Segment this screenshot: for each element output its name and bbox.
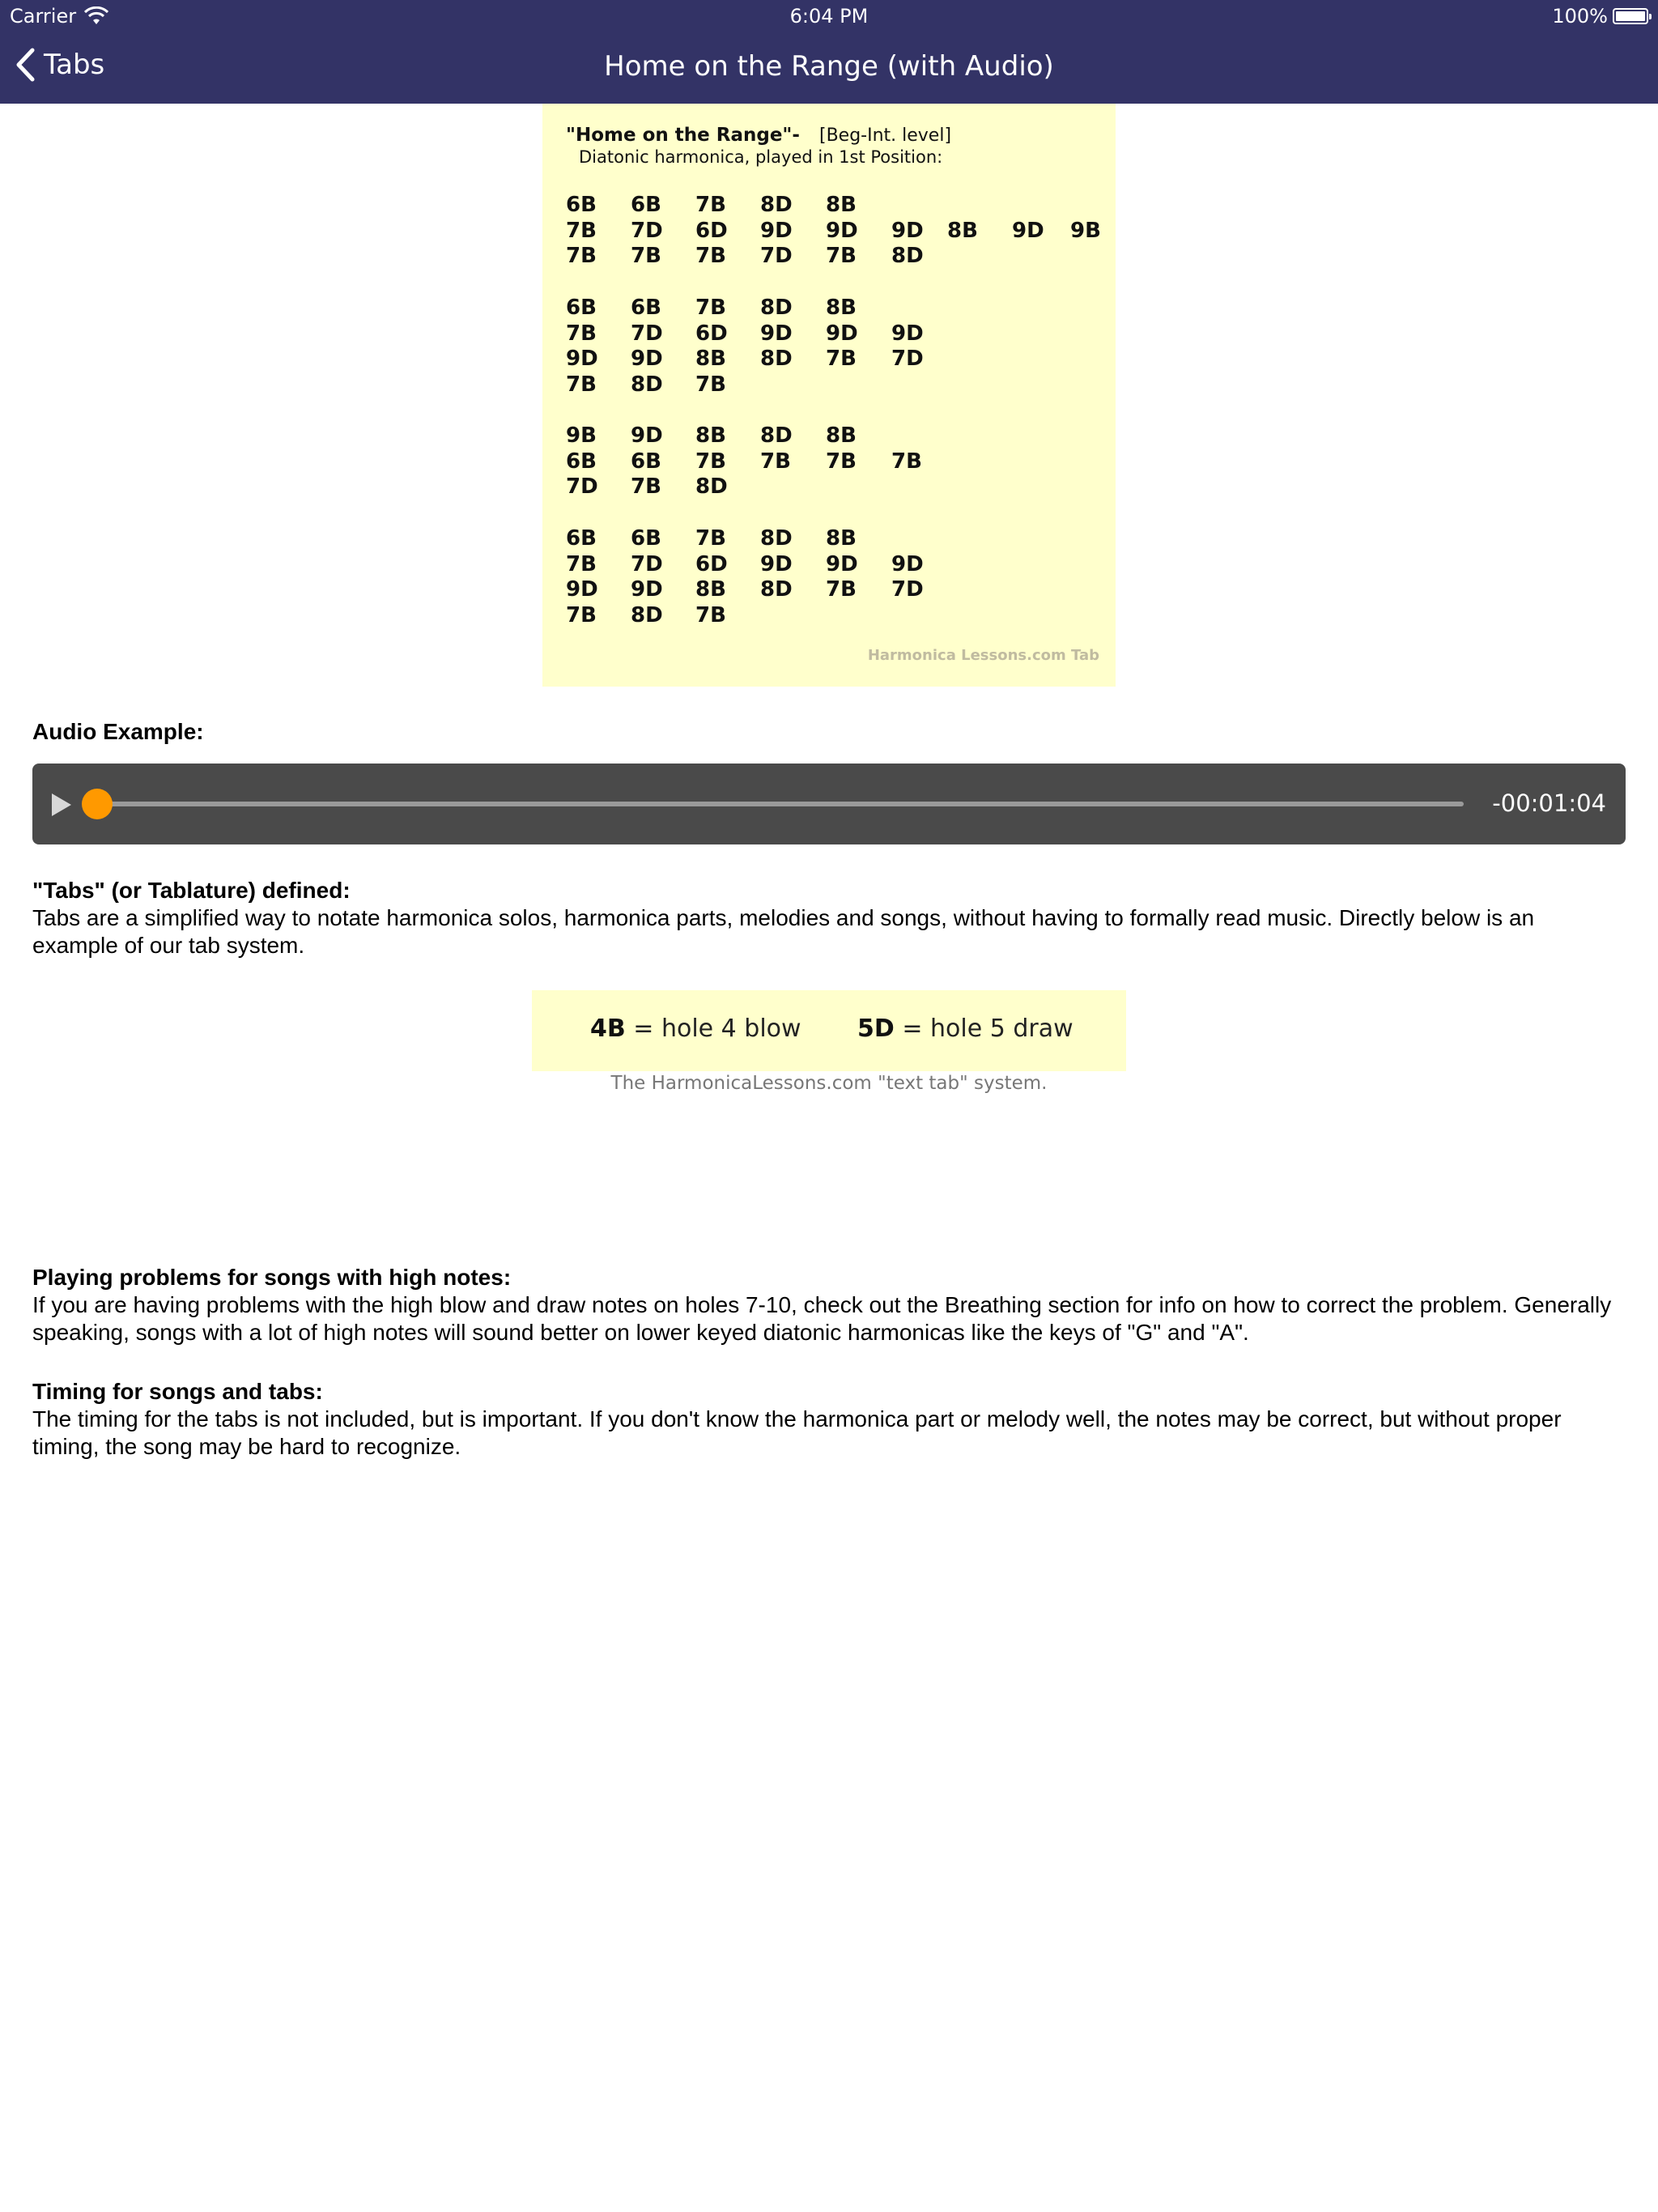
- tab-note: 8B: [695, 577, 726, 602]
- tab-note: 9D: [566, 577, 598, 602]
- tab-note: 6D: [695, 321, 728, 346]
- tab-note: 9D: [760, 321, 793, 346]
- back-label: Tabs: [44, 49, 105, 81]
- legend-blow-code: 4B: [590, 1015, 626, 1043]
- sheet-song-title: "Home on the Range"-: [566, 125, 800, 146]
- tab-note: 8B: [826, 526, 857, 551]
- tab-note: 7B: [695, 602, 726, 627]
- tab-note: 9B: [566, 423, 597, 448]
- tab-note: 8B: [826, 423, 857, 448]
- tab-note: 7D: [566, 474, 598, 499]
- tab-note: 6B: [631, 193, 661, 217]
- tab-note: 9D: [631, 577, 663, 602]
- tab-note: 9D: [891, 551, 924, 576]
- tab-note: 8D: [631, 372, 663, 397]
- high-notes-section: [32, 1264, 1626, 1346]
- tab-note: 9D: [826, 218, 858, 243]
- tab-note: 8D: [760, 347, 793, 371]
- legend-caption: The HarmonicaLessons.com "text tab" system.: [610, 1073, 1048, 1094]
- tab-note: 7B: [695, 193, 726, 217]
- tab-note: 7B: [566, 372, 597, 397]
- battery-percent: 100%: [1552, 5, 1608, 28]
- tab-note: 7D: [891, 347, 924, 371]
- tab-note: 9D: [760, 218, 793, 243]
- content-area: [32, 104, 1626, 1459]
- tab-note: 9D: [631, 423, 663, 448]
- tab-note: 6B: [566, 193, 597, 217]
- high-notes-heading: Playing problems for songs with high notes:: [32, 1265, 512, 1290]
- tab-note: 8D: [760, 423, 793, 448]
- tab-note: 7B: [695, 372, 726, 397]
- tab-note: 7B: [566, 244, 597, 268]
- tab-note: 6B: [631, 449, 661, 474]
- page-title: Home on the Range (with Audio): [604, 50, 1054, 83]
- battery-icon: [1613, 8, 1648, 24]
- tab-note: 8B: [947, 218, 978, 243]
- tab-note: 6D: [695, 551, 728, 576]
- tab-note: 7B: [891, 449, 922, 474]
- timing-body: The timing for the tabs is not included, but is important. If you don't know the harmonica part or melody well, the notes may be correct, but without proper timing, the song may be hard to recognize.: [32, 1406, 1562, 1459]
- tab-note: 8D: [695, 474, 728, 499]
- tabs-defined-section: [32, 877, 1626, 959]
- tab-note: 9D: [891, 218, 924, 243]
- timing-section: [32, 1378, 1626, 1461]
- tab-note: 9D: [1012, 218, 1044, 243]
- tab-note: 8D: [760, 526, 793, 551]
- tab-note: 6B: [631, 526, 661, 551]
- tab-note: 6B: [566, 296, 597, 320]
- tab-note: 7B: [566, 602, 597, 627]
- tab-note: 8D: [760, 296, 793, 320]
- tabs-defined-body: Tabs are a simplified way to notate harmonica solos, harmonica parts, melodies and songs, without having to formally read music. Directly below is an example of our tab system.: [32, 905, 1535, 958]
- tab-note: 8B: [826, 193, 857, 217]
- sheet-level: [Beg-Int. level]: [818, 125, 952, 146]
- status-time: 6:04 PM: [789, 5, 869, 28]
- tab-note: 7D: [631, 551, 663, 576]
- tab-note: 8D: [631, 602, 663, 627]
- tab-note: 6B: [566, 449, 597, 474]
- tab-note: 8B: [695, 347, 726, 371]
- legend-blow-text: = hole 4 blow: [633, 1015, 801, 1043]
- tabs-defined-heading: "Tabs" (or Tablature) defined:: [32, 878, 351, 903]
- tab-note: 7B: [566, 218, 597, 243]
- timing-heading: Timing for songs and tabs:: [32, 1379, 323, 1404]
- tab-note: 6B: [631, 296, 661, 320]
- tab-note: 7B: [695, 244, 726, 268]
- sheet-watermark: Harmonica Lessons.com Tab: [867, 647, 1099, 664]
- tab-note: 9D: [826, 551, 858, 576]
- legend-draw-code: 5D: [857, 1015, 895, 1043]
- tab-legend-image: [532, 990, 1126, 1071]
- tab-sheet-image: [542, 104, 1116, 687]
- tab-note: 8B: [826, 296, 857, 320]
- tab-note: 9D: [631, 347, 663, 371]
- carrier-label: Carrier: [10, 5, 77, 28]
- audio-label: Audio Example:: [32, 719, 204, 744]
- tab-note: 7B: [566, 321, 597, 346]
- tab-note: 7B: [695, 296, 726, 320]
- legend-draw-text: = hole 5 draw: [902, 1015, 1073, 1043]
- tab-note: 7B: [826, 577, 857, 602]
- audio-player: [32, 764, 1626, 844]
- nav-bar: [0, 32, 1658, 104]
- tab-note: 7B: [826, 449, 857, 474]
- tab-note: 9D: [566, 347, 598, 371]
- status-bar: [0, 0, 1658, 32]
- tab-note: 7B: [695, 526, 726, 551]
- tab-note: 6D: [695, 218, 728, 243]
- audio-scrubber-thumb[interactable]: [82, 789, 113, 819]
- tab-note: 7B: [826, 347, 857, 371]
- tab-note: 7B: [631, 474, 661, 499]
- tab-note: 7D: [891, 577, 924, 602]
- legend-blow: [590, 1015, 801, 1043]
- tab-note: 7D: [631, 321, 663, 346]
- tab-note: 6B: [566, 526, 597, 551]
- sheet-subtitle: Diatonic harmonica, played in 1st Position:: [579, 147, 943, 167]
- tab-note: 7B: [695, 449, 726, 474]
- tab-note: 9D: [760, 551, 793, 576]
- tab-note: 8B: [695, 423, 726, 448]
- sheet-title: [566, 125, 951, 146]
- tab-note: 7B: [631, 244, 661, 268]
- time-remaining: -00:01:04: [1492, 789, 1606, 817]
- tab-note: 7D: [631, 218, 663, 243]
- tab-note: 9B: [1070, 218, 1101, 243]
- tab-note: 7B: [826, 244, 857, 268]
- tab-note: 8D: [760, 193, 793, 217]
- status-battery: [1552, 5, 1648, 28]
- tab-note: 9D: [826, 321, 858, 346]
- tab-note: 7B: [760, 449, 791, 474]
- tab-note: 7D: [760, 244, 793, 268]
- high-notes-body: If you are having problems with the high blow and draw notes on holes 7-10, check out the Breathing section for info on how to correct the problem. Generally speaking, songs with a lot of high notes will sound better on lower keyed diatonic harmonicas like the keys of "G" and "A".: [32, 1292, 1612, 1345]
- tab-note: 7B: [566, 551, 597, 576]
- legend-draw: [857, 1015, 1073, 1043]
- tab-note: 9D: [891, 321, 924, 346]
- tab-note: 8D: [891, 244, 924, 268]
- audio-progress-track[interactable]: [97, 802, 1464, 806]
- tab-note: 8D: [760, 577, 793, 602]
- play-icon[interactable]: [50, 792, 73, 818]
